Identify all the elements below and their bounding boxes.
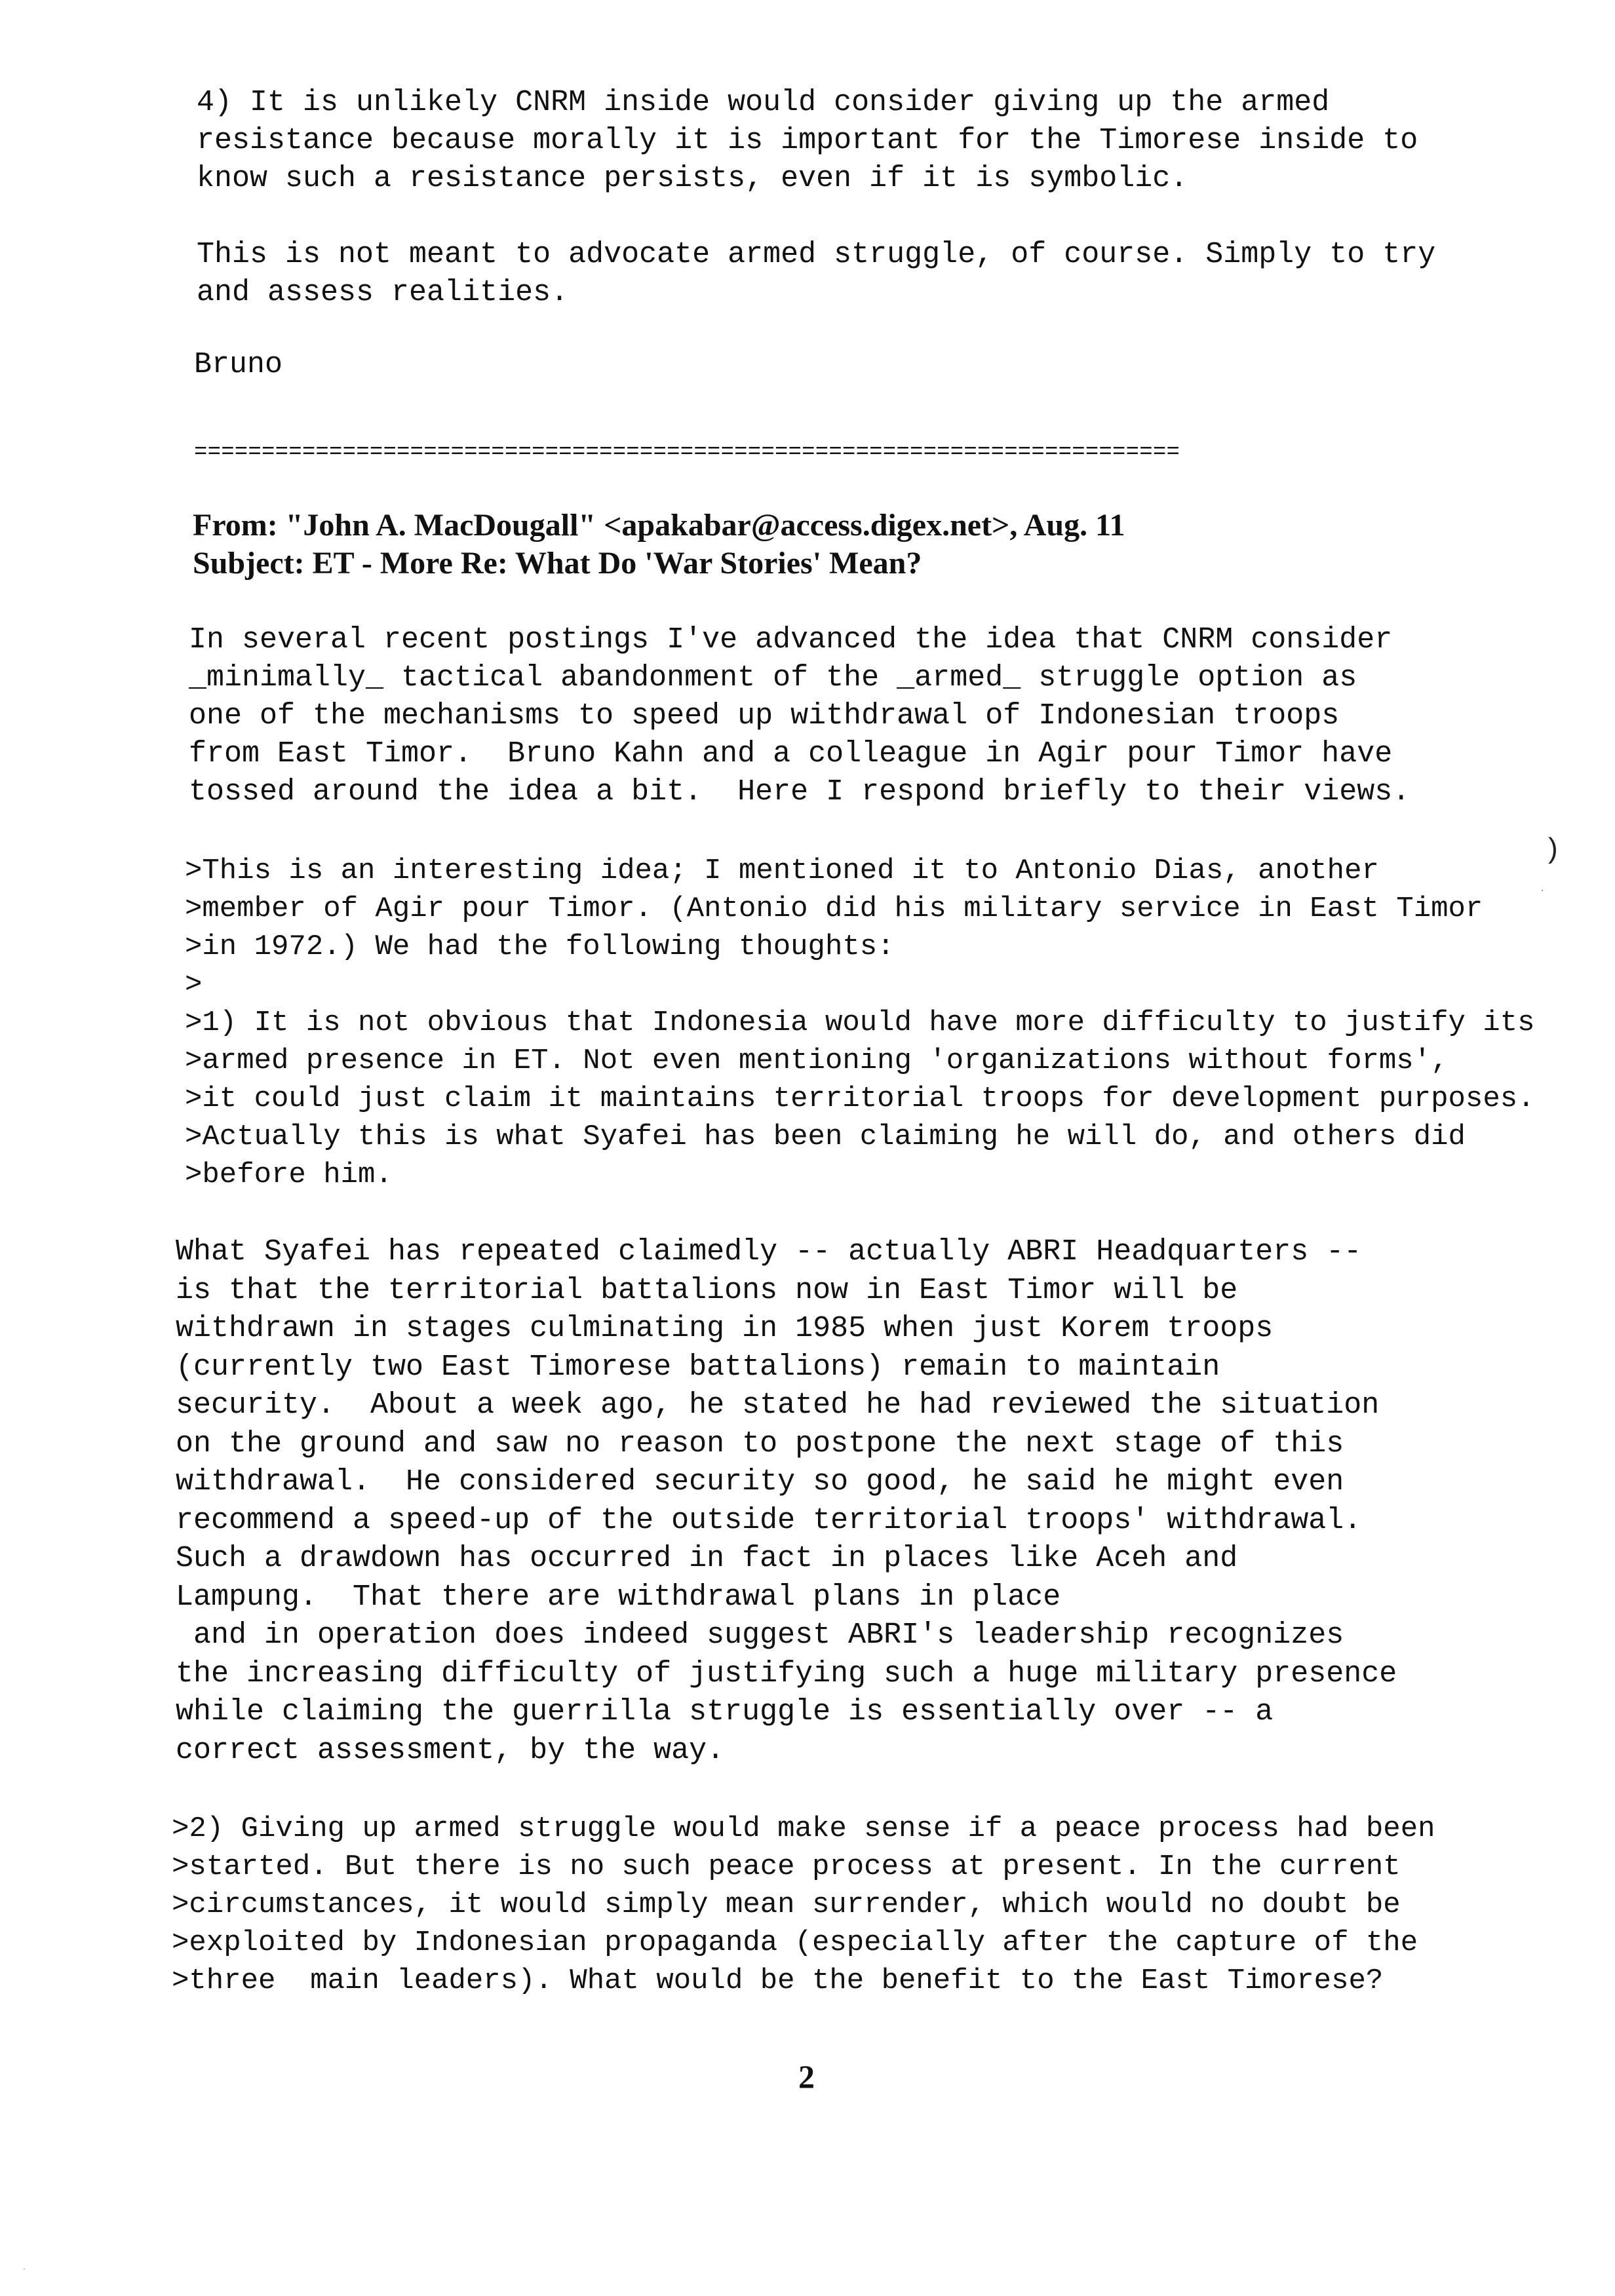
text-line: Lampung. That there are withdrawal plans in place — [176, 1580, 1061, 1614]
text-line: from East Timor. Bruno Kahn and a colleague in Agir pour Timor have — [189, 737, 1393, 771]
page-number: 2 — [798, 2058, 815, 2095]
scan-speck — [24, 2268, 25, 2270]
text-line: _minimally_ tactical abandonment of the _armed_ struggle option as — [189, 661, 1357, 695]
text-line: and assess realities. — [197, 276, 569, 309]
text-line: >started. But there is no such peace process at present. In the current — [172, 1850, 1401, 1883]
text-line: >before him. — [185, 1158, 393, 1191]
text-line: >2) Giving up armed struggle would make sense if a peace process had been — [172, 1812, 1435, 1845]
text-line: In several recent postings I've advanced the idea that CNRM consider — [189, 623, 1393, 657]
separator-line: ========================================================================= — [194, 440, 1180, 465]
signature: Bruno — [194, 348, 283, 381]
quote-1-block — [185, 852, 1535, 1194]
text-line: >in 1972.) We had the following thoughts: — [185, 930, 895, 963]
text-line: tossed around the idea a bit. Here I respond briefly to their views. — [189, 775, 1411, 809]
text-line: security. About a week ago, he stated he had reviewed the situation — [176, 1388, 1380, 1422]
text-line: correct assessment, by the way. — [176, 1733, 725, 1767]
intro-paragraph — [189, 621, 1410, 811]
text-line: >circumstances, it would simply mean surrender, which would no doubt be — [172, 1888, 1401, 1921]
text-line: and in operation does indeed suggest ABRI's leadership recognizes — [176, 1618, 1344, 1652]
text-line: know such a resistance persists, even if it is symbolic. — [197, 162, 1188, 195]
text-line: >1) It is not obvious that Indonesia would have more difficulty to justify its — [185, 1006, 1535, 1039]
text-line: >three main leaders). What would be the benefit to the East Timorese? — [172, 1964, 1384, 1997]
text-line: recommend a speed-up of the outside territorial troops' withdrawal. — [176, 1503, 1362, 1537]
text-line: 4) It is unlikely CNRM inside would consider giving up the armed — [197, 86, 1330, 119]
text-line: Such a drawdown has occurred in fact in places like Aceh and — [176, 1542, 1238, 1575]
text-line: (currently two East Timorese battalions) remain to maintain — [176, 1350, 1220, 1384]
note-paragraph — [197, 236, 1435, 312]
text-line: is that the territorial battalions now in East Timor will be — [176, 1273, 1238, 1307]
text-line: >armed presence in ET. Not even mentioning 'organizations without forms', — [185, 1044, 1449, 1077]
text-line: withdrawn in stages culminating in 1985 when just Korem troops — [176, 1312, 1274, 1345]
text-line: one of the mechanisms to speed up withdrawal of Indonesian troops — [189, 699, 1340, 733]
response-1-paragraph — [176, 1233, 1397, 1770]
text-line: >exploited by Indonesian propaganda (especially after the capture of the — [172, 1926, 1418, 1959]
text-line: withdrawal. He considered security so good, he said he might even — [176, 1465, 1344, 1499]
item-4-paragraph — [197, 84, 1418, 198]
scan-speck — [1542, 890, 1543, 891]
text-line: the increasing difficulty of justifying such a huge military presence — [176, 1656, 1397, 1691]
margin-mark: ) — [1548, 832, 1558, 864]
text-line: > — [185, 968, 203, 1001]
text-line: This is not meant to advocate armed struggle, of course. Simply to try — [197, 238, 1436, 271]
text-line: >This is an interesting idea; I mentioned it to Antonio Dias, another — [185, 854, 1379, 887]
text-line: >member of Agir pour Timor. (Antonio did his military service in East Timor — [185, 892, 1483, 925]
text-line: >it could just claim it maintains territorial troops for development purposes. — [185, 1082, 1535, 1115]
subject-line: Subject: ET - More Re: What Do 'War Stories' Mean? — [193, 546, 922, 581]
quote-2-block — [172, 1810, 1435, 2000]
text-line: resistance because morally it is important for the Timorese inside to — [197, 124, 1418, 157]
text-line: >Actually this is what Syafei has been claiming he will do, and others did — [185, 1120, 1466, 1153]
from-line: From: "John A. MacDougall" <apakabar@access.digex.net>, Aug. 11 — [193, 508, 1125, 543]
text-line: while claiming the guerrilla struggle is essentially over -- a — [176, 1695, 1274, 1729]
text-line: on the ground and saw no reason to postpone the next stage of this — [176, 1426, 1344, 1461]
text-line: What Syafei has repeated claimedly -- actually ABRI Headquarters -- — [176, 1235, 1362, 1269]
